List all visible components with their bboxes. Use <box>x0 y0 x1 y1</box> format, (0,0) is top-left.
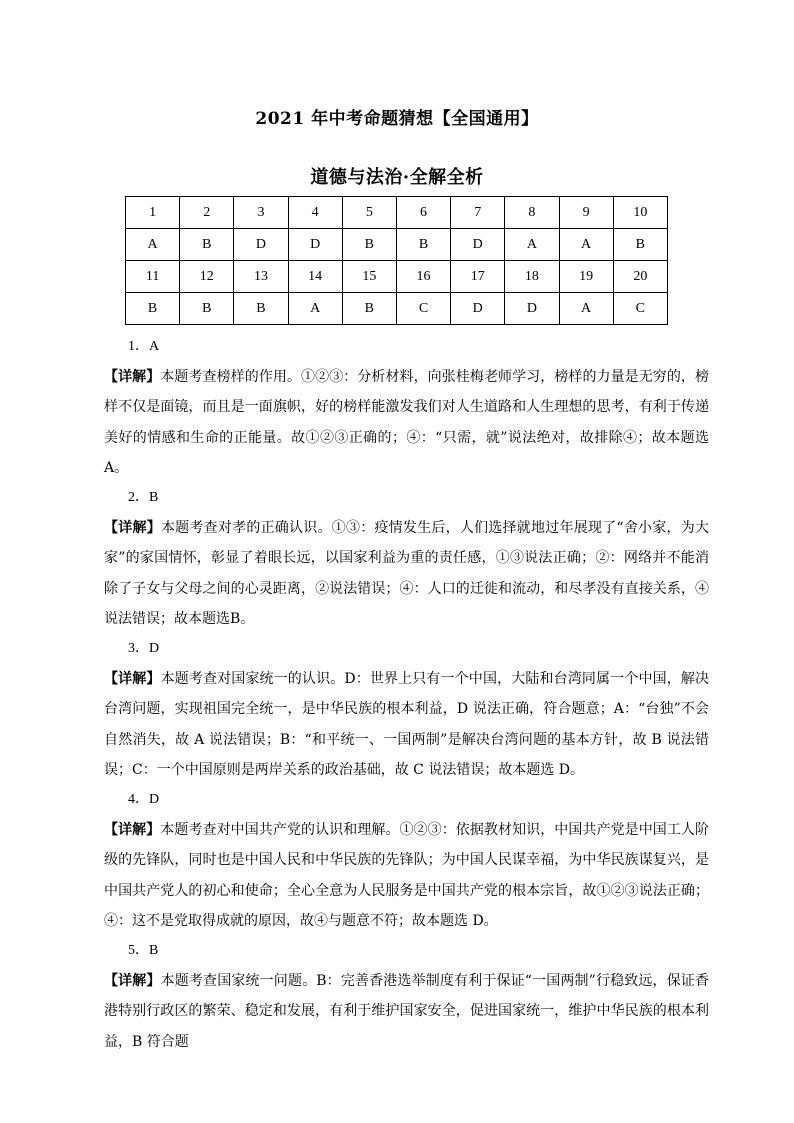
explanation-label: 【详解】 <box>104 973 161 990</box>
table-cell: 17 <box>451 261 505 293</box>
table-cell: 20 <box>613 261 667 293</box>
explanation-text: 本题考查对中国共产党的认识和理解。①②③：依据教材知识，中国共产党是中国工人阶级的先锋队，同时也是中国人民和中华民族的先锋队；为中国人民谋幸福，为中华民族谋复兴，是中国共产党人的初心和使命；全心全意为人民服务是中国共产党的根本宗旨，故①②③说法正确；④：这不是党取得成就的原因，故④与题意不符；故本题选 D。 <box>104 822 710 929</box>
explanation-text: 本题考查榜样的作用。①②③：分析材料，向张桂梅老师学习，榜样的力量是无穷的，榜样不仅是面镜，而且是一面旗帜，好的榜样能激发我们对人生道路和人生理想的思考，有利于传递美好的情感和生命的正能量。故①②③正确的；④：“只需，就”说法绝对，故排除④；故本题选 A。 <box>104 369 710 476</box>
table-cell: 12 <box>180 261 234 293</box>
table-cell: B <box>613 229 667 261</box>
question-explanation <box>104 966 709 1057</box>
table-cell: B <box>396 229 450 261</box>
table-cell: A <box>559 293 613 325</box>
question-answer-heading: 5．B <box>128 943 159 959</box>
table-cell: B <box>342 293 396 325</box>
table-cell: B <box>342 229 396 261</box>
table-cell: A <box>505 229 559 261</box>
table-cell: 16 <box>396 261 450 293</box>
table-cell: 10 <box>613 197 667 229</box>
table-cell: A <box>288 293 342 325</box>
table-cell: D <box>234 229 288 261</box>
table-cell: 3 <box>234 197 288 229</box>
page-subtitle: 道德与法治·全解全析 <box>310 167 484 188</box>
question-explanation <box>104 815 709 936</box>
question-explanation <box>104 664 709 785</box>
table-cell: 2 <box>180 197 234 229</box>
table-cell: D <box>451 229 505 261</box>
table-cell: 7 <box>451 197 505 229</box>
answer-table <box>125 196 668 325</box>
table-cell: C <box>613 293 667 325</box>
explanation-label: 【详解】 <box>104 671 161 688</box>
question-answer-heading: 2．B <box>128 490 159 506</box>
question-explanation <box>104 362 709 483</box>
table-cell: 1 <box>126 197 180 229</box>
table-cell: 19 <box>559 261 613 293</box>
table-row <box>126 197 668 229</box>
table-cell: 15 <box>342 261 396 293</box>
table-cell: C <box>396 293 450 325</box>
table-cell: 14 <box>288 261 342 293</box>
explanations <box>104 332 709 1057</box>
explanation-text: 本题考查对国家统一的认识。D：世界上只有一个中国，大陆和台湾同属一个中国，解决台湾问题，实现祖国完全统一，是中华民族的根本利益，D 说法正确，符合题意；A：“台独”不会自然消失，故 A 说法错误；B：“和平统一、一国两制”是解决台湾问题的基本方针，故 B 说法错误；C：一个中国原则是两岸关系的政治基础，故 C 说法错误；故本题选 D。 <box>104 671 710 778</box>
table-cell: 6 <box>396 197 450 229</box>
table-cell: B <box>126 293 180 325</box>
table-cell: D <box>505 293 559 325</box>
table-row <box>126 261 668 293</box>
explanation-text: 本题考查国家统一问题。B：完善香港选举制度有利于保证“一国两制”行稳致远，保证香港特别行政区的繁荣、稳定和发展，有利于维护国家安全，促进国家统一，维护中华民族的根本利益，B 符合题 <box>104 973 710 1050</box>
table-cell: 5 <box>342 197 396 229</box>
table-cell: 13 <box>234 261 288 293</box>
table-cell: D <box>288 229 342 261</box>
page-title: 2021 年中考命题猜想【全国通用】 <box>255 109 539 129</box>
table-cell: B <box>180 229 234 261</box>
explanation-label: 【详解】 <box>104 369 161 386</box>
table-cell: 8 <box>505 197 559 229</box>
table-cell: 11 <box>126 261 180 293</box>
question-explanation <box>104 513 709 634</box>
question-answer-heading: 4．D <box>128 792 160 808</box>
table-cell: A <box>559 229 613 261</box>
table-cell: 9 <box>559 197 613 229</box>
explanation-label: 【详解】 <box>104 520 161 537</box>
table-cell: D <box>451 293 505 325</box>
question-answer-heading: 1．A <box>128 339 160 354</box>
table-row <box>126 229 668 261</box>
explanation-text: 本题考查对孝的正确认识。①③：疫情发生后，人们选择就地过年展现了“舍小家，为大家”的家国情怀，彰显了着眼长远，以国家利益为重的责任感，①③说法正确；②：网络并不能消除了子女与父母之间的心灵距离，②说法错误；④：人口的迁徙和流动，和尽孝没有直接关系，④说法错误；故本题选B。 <box>104 520 709 627</box>
explanation-label: 【详解】 <box>104 822 161 839</box>
table-cell: 18 <box>505 261 559 293</box>
table-cell: B <box>180 293 234 325</box>
table-cell: A <box>126 229 180 261</box>
table-cell: B <box>234 293 288 325</box>
question-answer-heading: 3．D <box>128 641 160 657</box>
table-row <box>126 293 668 325</box>
table-cell: 4 <box>288 197 342 229</box>
